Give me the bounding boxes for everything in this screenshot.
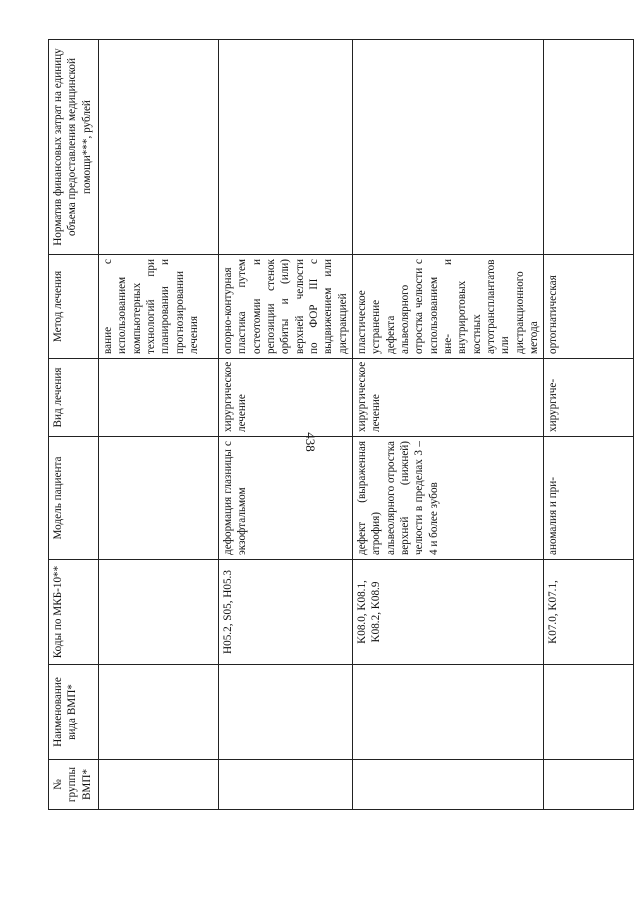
table-row <box>544 40 634 810</box>
cell-treatment: хирургиче- <box>544 359 634 437</box>
header-name: Наименование вида ВМП* <box>49 665 99 760</box>
cell-group <box>219 760 353 810</box>
cell-treatment: хирургическое лечение <box>352 359 543 437</box>
cell-treatment: хирургическое лечение <box>219 359 353 437</box>
page-number: 438 <box>302 432 318 452</box>
cell-codes: K08.0, K08.1, K08.2, K08.9 <box>352 560 543 665</box>
cell-name <box>99 665 219 760</box>
cell-method: опорно-контурная пластика путем остеотомии и репозиции стенок орбиты и (или) верхней челюсти по ФОР III с выдвижением или дистракцией <box>219 255 353 359</box>
cell-name <box>352 665 543 760</box>
cell-group <box>352 760 543 810</box>
cell-cost <box>99 40 219 255</box>
cell-method: пластическое устранение дефекта альвеолярного отростка челюсти с использованием вне- и внутриротовых костных аутотрансплантатов или дистракционного метода <box>352 255 543 359</box>
header-cost: Норматив финансовых затрат на единицу объема предоставления медицинской помощи***, рублей <box>49 40 99 255</box>
cell-name <box>544 665 634 760</box>
table-header-row <box>49 40 99 810</box>
header-group: № группы ВМП* <box>49 760 99 810</box>
header-treatment: Вид лечения <box>49 359 99 437</box>
cell-codes <box>99 560 219 665</box>
cell-codes: K07.0, K07.1, <box>544 560 634 665</box>
cell-name <box>219 665 353 760</box>
rotated-table-container <box>48 40 588 810</box>
cell-cost <box>544 40 634 255</box>
cell-group <box>99 760 219 810</box>
cell-model: деформация глазницы с экзофтальмом <box>219 437 353 560</box>
table-row <box>352 40 543 810</box>
table-row <box>219 40 353 810</box>
header-model: Модель пациента <box>49 437 99 560</box>
cell-cost <box>219 40 353 255</box>
header-method: Метод лечения <box>49 255 99 359</box>
cell-codes: H05.2, S05, H05.3 <box>219 560 353 665</box>
cell-treatment <box>99 359 219 437</box>
cell-model: аномалия и при- <box>544 437 634 560</box>
table-row <box>99 40 219 810</box>
cell-model <box>99 437 219 560</box>
cell-cost <box>352 40 543 255</box>
header-codes: Коды по МКБ-10** <box>49 560 99 665</box>
cell-model: дефект (выраженная атрофия) альвеолярного отростка верхней (нижней) челюсти в пределах 3 – 4 и более зубов <box>352 437 543 560</box>
cell-method: вание с использованием компьютерных технологий при планировании и прогнозировании лечения <box>99 255 219 359</box>
cell-group <box>544 760 634 810</box>
medical-care-table <box>48 39 634 810</box>
cell-method: ортогнатическая <box>544 255 634 359</box>
